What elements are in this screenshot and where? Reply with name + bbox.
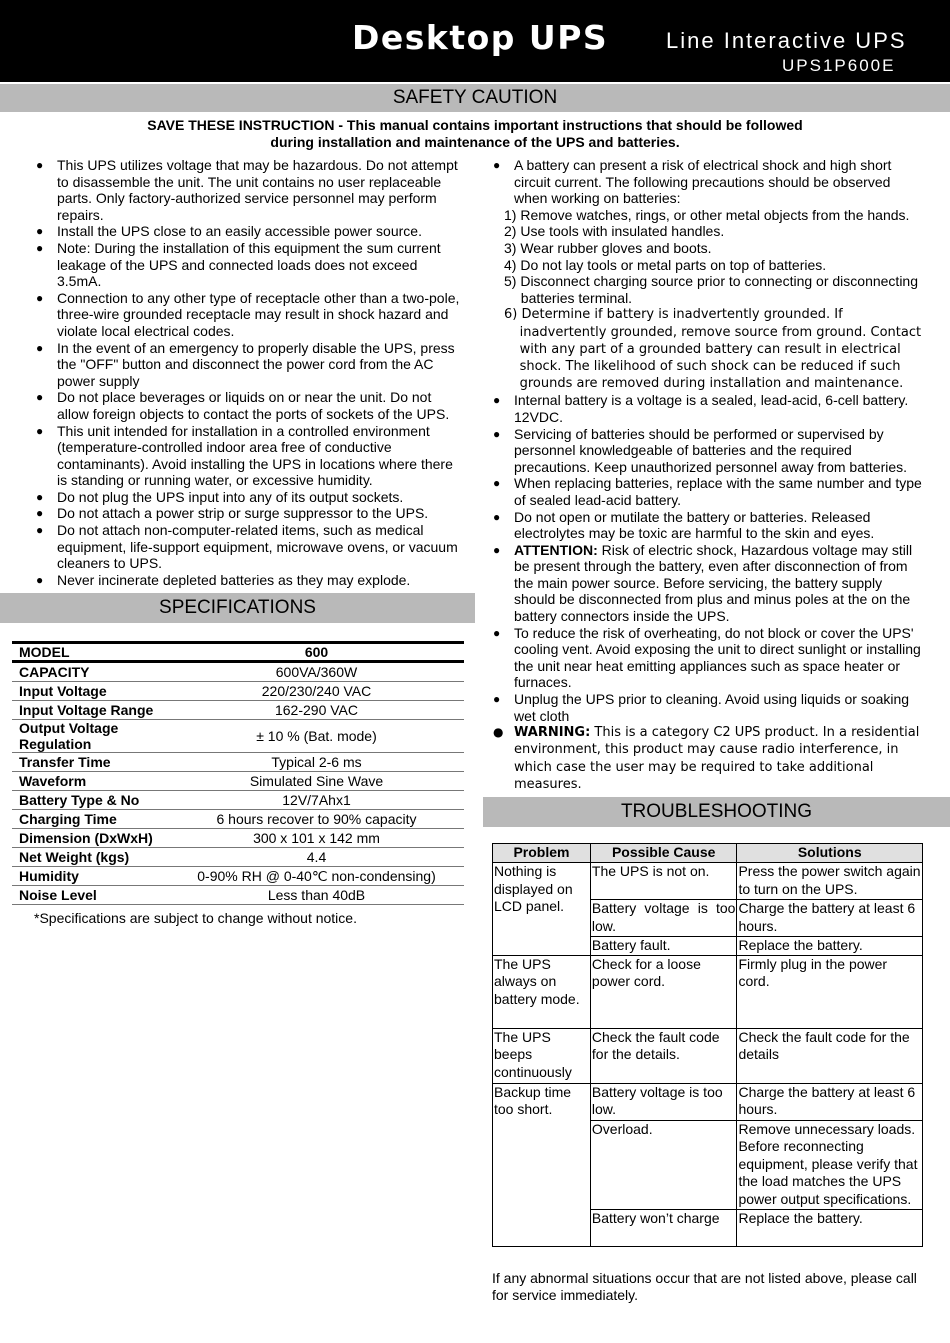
ts-cause: Check for a loose power cord. bbox=[590, 955, 737, 1028]
list-item: ● To reduce the risk of overheating, do not block or cover the UPS' cooling vent. Avoid exposing the unit to direct sunlight or installing the unit near heat emitting appliances such as space heater or furnaces. bbox=[492, 625, 922, 691]
spec-label: Humidity bbox=[12, 867, 169, 886]
spec-value: 162-290 VAC bbox=[169, 701, 464, 720]
ts-cause: Battery voltage is too low. bbox=[590, 1083, 737, 1120]
ts-header-row bbox=[493, 844, 923, 863]
spec-note: *Specifications are subject to change without notice. bbox=[34, 910, 357, 926]
spec-value: ± 10 % (Bat. mode) bbox=[169, 720, 464, 753]
spec-row bbox=[12, 720, 464, 753]
list-item: ● Install the UPS close to an easily accessible power source. bbox=[35, 223, 463, 240]
spec-model-value: 600 bbox=[169, 643, 464, 662]
spec-value: 300 x 101 x 142 mm bbox=[169, 829, 464, 848]
list-item: ● This unit intended for installation in a controlled environment (temperature-controlled indoor area free of conductive contaminants). Avoid installing the UPS in locations where there is standing or running water, or excessive humidity. bbox=[35, 423, 463, 489]
ts-cause: Battery won’t charge bbox=[590, 1209, 737, 1246]
list-item: ● Do not open or mutilate the battery or batteries. Released electrolytes may be toxic are harmful to the skin and eyes. bbox=[492, 509, 922, 542]
spec-label: CAPACITY bbox=[12, 662, 169, 682]
intro-line-2: during installation and maintenance of the UPS and batteries. bbox=[270, 134, 680, 150]
spec-row bbox=[12, 886, 464, 905]
ts-solution: Press the power switch again to turn on the UPS. bbox=[737, 863, 923, 900]
spec-label: Input Voltage Range bbox=[12, 701, 169, 720]
warning-text: This is a category C2 UPS product. In a residential environment, this product may cause radio interference, in which case the user may be required to take additional measures. bbox=[514, 725, 920, 792]
ts-cause: Check the fault code for the details. bbox=[590, 1028, 737, 1083]
spec-value: 220/230/240 VAC bbox=[169, 682, 464, 701]
spec-row bbox=[12, 867, 464, 886]
battery-step: 5) Disconnect charging source prior to connecting or disconnecting batteries terminal. bbox=[504, 273, 919, 306]
spec-row bbox=[12, 848, 464, 867]
list-item: ● Do not plug the UPS input into any of its output sockets. bbox=[35, 489, 463, 506]
intro-line-1: SAVE THESE INSTRUCTION - This manual contains important instructions that should be followed bbox=[147, 117, 803, 133]
ts-problem: Nothing is displayed on LCD panel. bbox=[493, 863, 591, 956]
document-subtitle: Line Interactive UPS bbox=[666, 28, 907, 53]
spec-value: 4.4 bbox=[169, 848, 464, 867]
spec-value: Less than 40dB bbox=[169, 886, 464, 905]
ts-cause: Battery voltage is too low. bbox=[590, 900, 737, 937]
header-bar bbox=[0, 0, 950, 82]
safety-left-list bbox=[35, 157, 463, 588]
ts-solution: Replace the battery. bbox=[737, 1209, 923, 1246]
battery-step: 4) Do not lay tools or metal parts on top of batteries. bbox=[504, 256, 827, 273]
ts-problem: Backup time too short. bbox=[493, 1083, 591, 1246]
spec-value: 12V/7Ahx1 bbox=[169, 791, 464, 810]
spec-value: 0-90% RH @ 0-40℃ non-condensing) bbox=[169, 867, 464, 886]
table-row bbox=[493, 863, 923, 900]
list-item: ● Do not attach non-computer-related items, such as medical equipment, life-support equipment, microwave ovens, or vacuum cleaners to UPS. bbox=[35, 522, 463, 572]
ts-solution: Remove unnecessary loads. Before reconnecting equipment, please verify that the load matches the UPS power output specifications. bbox=[737, 1120, 923, 1209]
spec-value: Typical 2-6 ms bbox=[169, 753, 464, 772]
spec-label: Waveform bbox=[12, 772, 169, 791]
spec-row bbox=[12, 791, 464, 810]
spec-label: Net Weight (kgs) bbox=[12, 848, 169, 867]
ts-cause: The UPS is not on. bbox=[590, 863, 737, 900]
spec-value: 6 hours recover to 90% capacity bbox=[169, 810, 464, 829]
battery-step: 3) Wear rubber gloves and boots. bbox=[504, 239, 712, 256]
attention-label: ATTENTION: bbox=[514, 541, 598, 558]
battery-steps bbox=[492, 207, 922, 393]
ts-solution: Check the fault code for the details bbox=[737, 1028, 923, 1083]
table-row bbox=[493, 1083, 923, 1120]
list-item: ● This UPS utilizes voltage that may be hazardous. Do not attempt to disassemble the unit. The unit contains no user replaceable parts. Only factory-authorized service personnel may perform repairs. bbox=[35, 157, 463, 223]
troubleshooting-heading: TROUBLESHOOTING bbox=[483, 797, 950, 827]
safety-heading: SAFETY CAUTION bbox=[0, 84, 950, 112]
spec-row bbox=[12, 772, 464, 791]
list-item: ● Do not place beverages or liquids on or near the unit. Do not allow foreign objects to contact the ports of sockets of the UPS. bbox=[35, 389, 463, 422]
ts-solution: Firmly plug in the power cord. bbox=[737, 955, 923, 1028]
ts-cause: Battery fault. bbox=[590, 937, 737, 956]
spec-row bbox=[12, 682, 464, 701]
spec-label: Output Voltage Regulation bbox=[12, 720, 169, 753]
specifications-table bbox=[12, 641, 464, 905]
spec-label: Dimension (DxWxH) bbox=[12, 829, 169, 848]
list-item: ● Never incinerate depleted batteries as they may explode. bbox=[35, 572, 463, 589]
attention-item bbox=[492, 542, 922, 625]
spec-row bbox=[12, 810, 464, 829]
ts-solution: Charge the battery at least 6 hours. bbox=[737, 1083, 923, 1120]
list-item: ● Unplug the UPS prior to cleaning. Avoid using liquids or soaking wet cloth bbox=[492, 691, 922, 724]
spec-row bbox=[12, 701, 464, 720]
troubleshooting-table bbox=[492, 843, 923, 1247]
ts-cause: Overload. bbox=[590, 1120, 737, 1209]
safety-intro bbox=[0, 117, 950, 151]
ts-col-problem: Problem bbox=[493, 844, 591, 863]
table-row bbox=[493, 955, 923, 1028]
battery-step: 1) Remove watches, rings, or other metal objects from the hands. bbox=[504, 206, 910, 223]
list-item: ● Servicing of batteries should be performed or supervised by personnel knowledgeable of batteries and the required precautions. Keep unauthorized personnel away from batteries. bbox=[492, 426, 922, 476]
spec-label: Battery Type & No bbox=[12, 791, 169, 810]
list-item: ● Connection to any other type of receptacle other than a two-pole, three-wire grounded receptacle may result in shock hazard and violate local electrical codes. bbox=[35, 290, 463, 340]
battery-step: 2) Use tools with insulated handles. bbox=[504, 223, 725, 240]
list-item: ● Internal battery is a voltage is a sealed, lead-acid, 6-cell battery. 12VDC. bbox=[492, 392, 922, 425]
ts-problem: The UPS always on battery mode. bbox=[493, 955, 591, 1028]
troubleshooting-footer: If any abnormal situations occur that are not listed above, please call for service immediately. bbox=[492, 1270, 917, 1303]
spec-row bbox=[12, 829, 464, 848]
table-row bbox=[493, 1028, 923, 1083]
spec-model-label: MODEL bbox=[12, 643, 169, 662]
ts-solution: Charge the battery at least 6 hours. bbox=[737, 900, 923, 937]
spec-label: Input Voltage bbox=[12, 682, 169, 701]
model-number: UPS1P600E bbox=[782, 56, 896, 75]
spec-label: Noise Level bbox=[12, 886, 169, 905]
safety-right-list bbox=[492, 157, 922, 793]
ts-solution: Replace the battery. bbox=[737, 937, 923, 956]
specs-heading: SPECIFICATIONS bbox=[0, 593, 475, 623]
document-title: Desktop UPS bbox=[352, 18, 609, 57]
spec-row bbox=[12, 662, 464, 682]
list-item: ● A battery can present a risk of electrical shock and high short circuit current. The following precautions should be observed when working on batteries: bbox=[492, 157, 922, 207]
spec-label: Transfer Time bbox=[12, 753, 169, 772]
ts-col-solution: Solutions bbox=[737, 844, 923, 863]
ts-problem: The UPS beeps continuously bbox=[493, 1028, 591, 1083]
list-item: ● Note: During the installation of this equipment the sum current leakage of the UPS and connected loads does not exceed 3.5mA. bbox=[35, 240, 463, 290]
spec-value: 600VA/360W bbox=[169, 662, 464, 682]
battery-step: 6) Determine if battery is inadvertently grounded. If inadvertently grounded, remove source from ground. Contact with any part of a grounded battery can result in electrical shock. The likelihood of such shock can be reduced if such grounds are removed during installation and maintenance. bbox=[504, 307, 922, 392]
spec-label: Charging Time bbox=[12, 810, 169, 829]
list-item: ● Do not attach a power strip or surge suppressor to the UPS. bbox=[35, 505, 463, 522]
attention-text: Risk of electric shock, Hazardous voltage may still be present through the battery, even after disconnection of from the main power source. Before servicing, the battery supply should be disconnected from plus and minus poles at the on the battery connectors inside the UPS. bbox=[514, 541, 913, 625]
list-item: ● In the event of an emergency to properly disable the UPS, press the "OFF" button and disconnect the power cord from the AC power supply bbox=[35, 340, 463, 390]
spec-row bbox=[12, 753, 464, 772]
list-item: ● When replacing batteries, replace with the same number and type of sealed lead-acid battery. bbox=[492, 475, 922, 508]
ts-col-cause: Possible Cause bbox=[590, 844, 737, 863]
warning-label: WARNING: bbox=[514, 725, 591, 741]
warning-item bbox=[492, 724, 922, 793]
spec-value: Simulated Sine Wave bbox=[169, 772, 464, 791]
spec-header-row bbox=[12, 643, 464, 662]
